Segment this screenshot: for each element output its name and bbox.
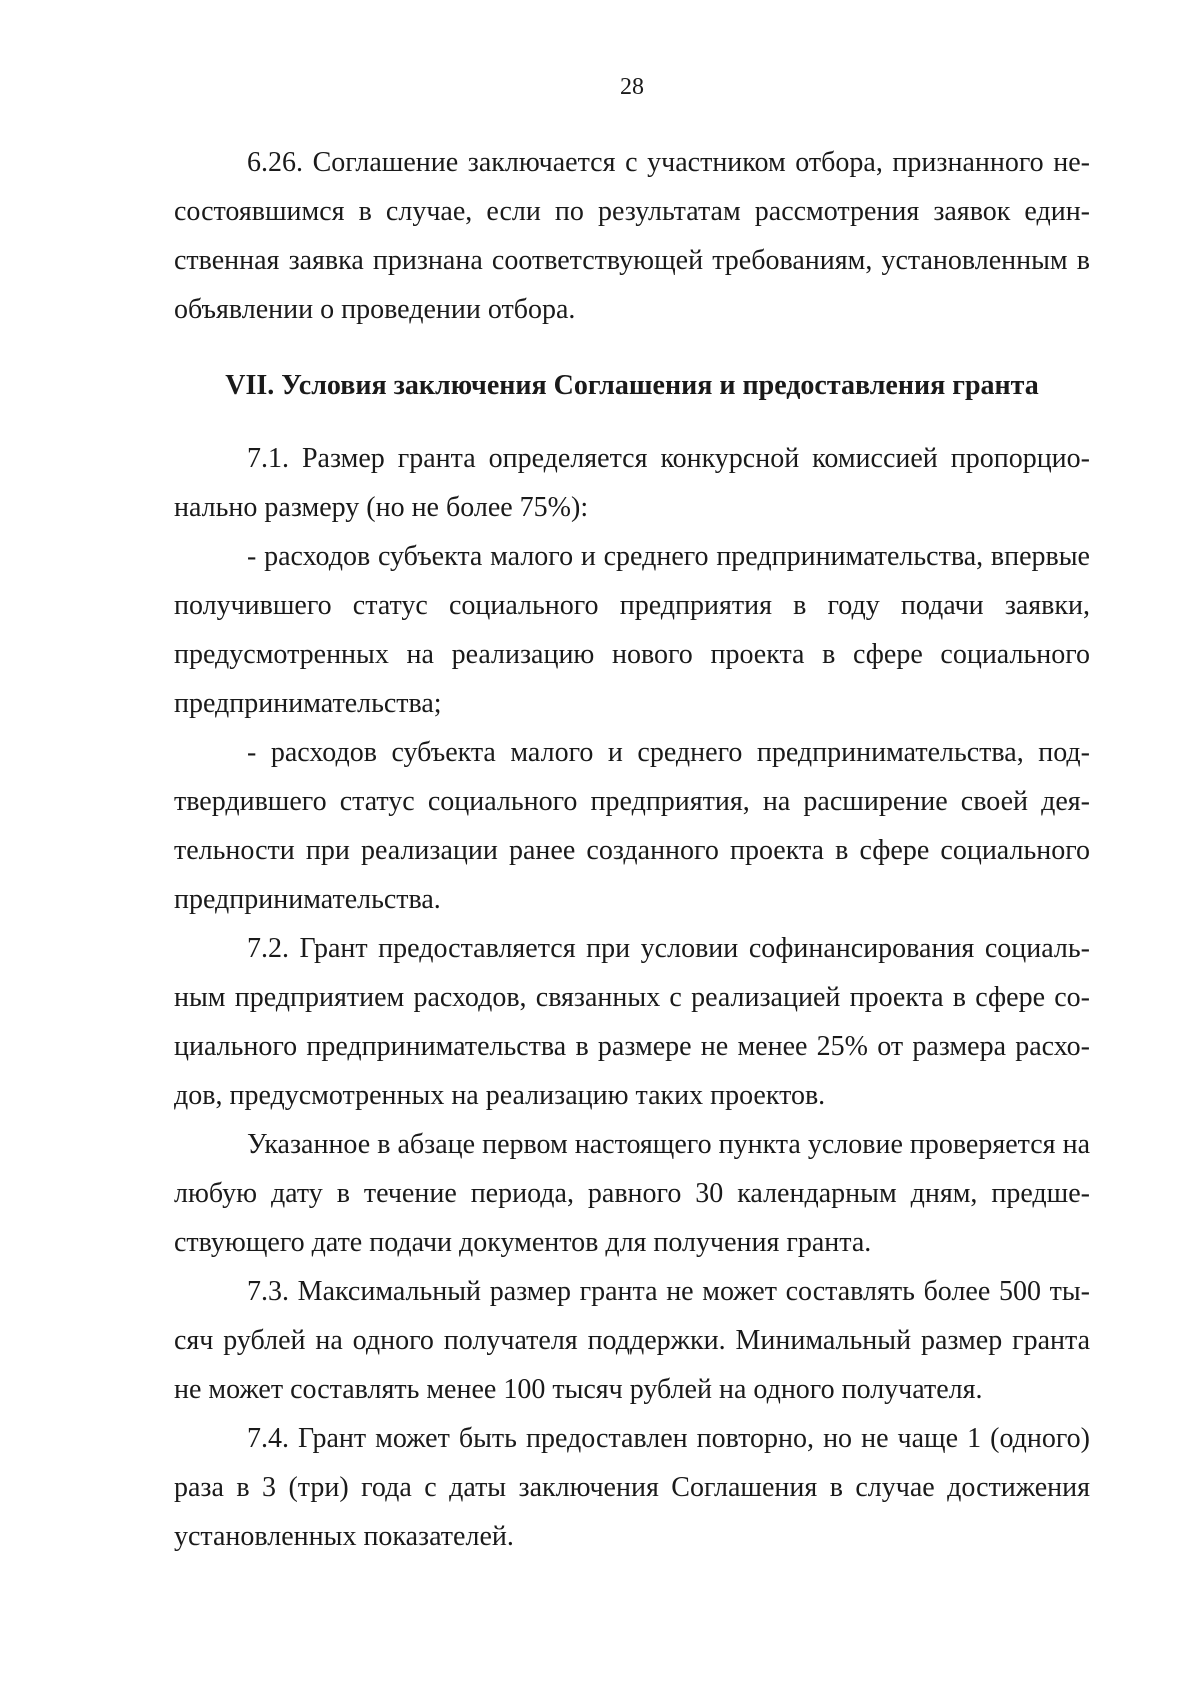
document-body bbox=[174, 138, 1090, 1561]
paragraph-7-2: 7.2. Грант предоставляется при условии софинансирования социальным предприятием расходов, связанных с реализацией проекта в сфере социального предпринимательства в размере не менее 25% от размера расходов, предусмотренных на реализацию таких проектов. bbox=[174, 933, 1090, 1111]
paragraph-7-3: 7.3. Максимальный размер гранта не может составлять более 500 тысяч рублей на одного получателя поддержки. Минимальный размер гранта не может составлять менее 100 тысяч рублей на одного получателя. bbox=[174, 1276, 1090, 1405]
paragraph-7-4: 7.4. Грант может быть предоставлен повторно, но не чаще 1 (одного) раза в 3 (три) года с даты заключения Соглашения в случае достижения установленных показателей. bbox=[174, 1423, 1090, 1552]
paragraph-7-1: 7.1. Размер гранта определяется конкурсной комиссией пропорционально размеру (но не более 75%): bbox=[174, 443, 1090, 523]
paragraph-6-26: 6.26. Соглашение заключается с участником отбора, признанного несостоявшимся в случае, если по результатам рассмотрения заявок единственная заявка признана соответствующей требованиям, установленным в объявлении о проведении отбора. bbox=[174, 147, 1090, 325]
page-number: 28 bbox=[620, 74, 644, 100]
list-item-confirmed-enterprise: - расходов субъекта малого и среднего предпринимательства, подтвердившего статус социального предприятия, на расширение своей деятельности при реализации ранее созданного проекта в сфере социального предпринимательства. bbox=[174, 737, 1090, 915]
paragraph-7-2-condition: Указанное в абзаце первом настоящего пункта условие проверяется на любую дату в течение периода, равного 30 календарным дням, предшествующего дате подачи документов для получения гранта. bbox=[174, 1129, 1090, 1258]
list-item-new-enterprise: - расходов субъекта малого и среднего предпринимательства, впервые получившего статус социального предприятия в году подачи заявки, предусмотренных на реализацию нового проекта в сфере социального предпринимательства; bbox=[174, 541, 1090, 719]
section-heading: VII. Условия заключения Соглашения и предоставления гранта bbox=[225, 370, 1039, 401]
document-page bbox=[174, 0, 1090, 1697]
